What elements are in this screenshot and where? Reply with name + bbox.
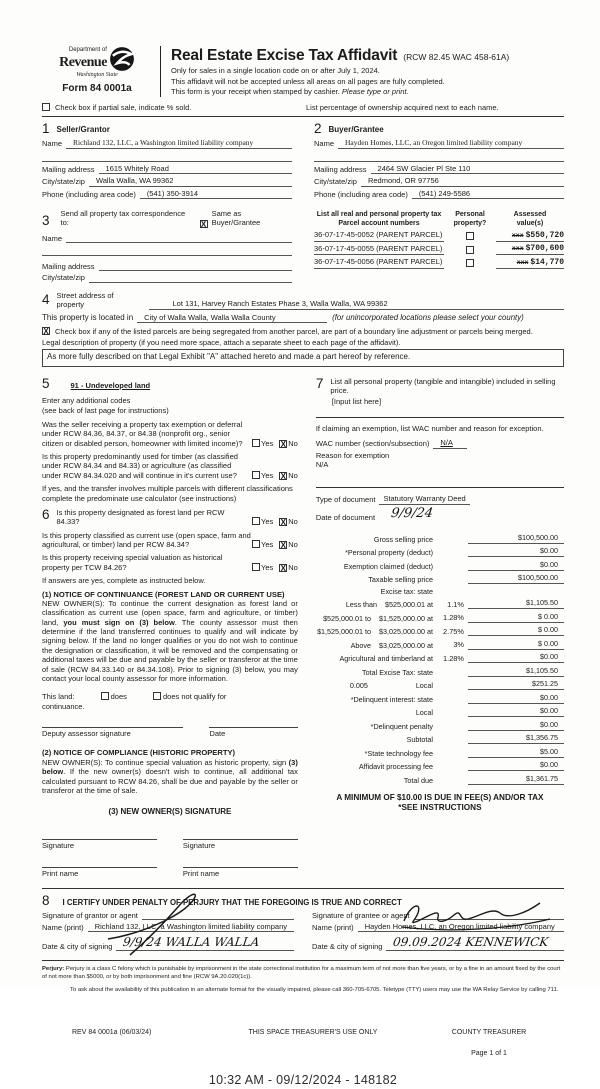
section7-number: 7 bbox=[315, 375, 324, 391]
question-forest-land: 6 Is this property designated as forest land per RCW 84.33? Yes X No bbox=[42, 506, 298, 528]
parcel-row bbox=[314, 230, 564, 241]
located-in-note: (for unincorporated locations please select your county) bbox=[332, 313, 524, 323]
left-column bbox=[42, 377, 298, 879]
parcel-number: 36-07-17-45-0055 (PARENT PARCEL) bbox=[314, 244, 444, 255]
personal-property-input[interactable]: [Input list here] bbox=[331, 397, 382, 407]
question-historic: Is this property receiving special valuation as historical property per TCW 84.26? Yes X No bbox=[42, 553, 298, 573]
treasurer-use-label: THIS SPACE TREASURER'S USE ONLY bbox=[248, 1029, 378, 1037]
taxable-selling-price: $100,500.00 bbox=[468, 573, 564, 584]
corr-name-field[interactable] bbox=[66, 234, 292, 243]
ownership-percent-note: List percentage of ownership acquired next to each name. bbox=[306, 102, 499, 112]
dept-of-label: Department of bbox=[68, 46, 107, 53]
exemption-yes-checkbox[interactable] bbox=[252, 439, 260, 447]
currentuse-yes-checkbox[interactable] bbox=[252, 540, 260, 548]
assessed-value: xxx $700,600 bbox=[496, 244, 564, 255]
additional-codes-label: Enter any additional codes bbox=[42, 396, 131, 406]
section7-intro: List all personal property (tangible and intangible) included in selling price. bbox=[330, 376, 556, 395]
right-column bbox=[316, 377, 564, 879]
question-timber-use: Is this property predominantly used for timber (as classified under RCW 84.34 and 84.33) or agriculture (as classified under RCW 84.34.020 and will continue in it's current use? Yes X No bbox=[42, 452, 298, 481]
buyer-name-label: Name bbox=[314, 139, 335, 149]
section5-number: 5 bbox=[42, 375, 50, 391]
header-note-2: This affidavit will not be accepted unless all areas on all pages are fully completed. bbox=[171, 76, 445, 86]
form-header bbox=[42, 46, 564, 97]
excise-state-header bbox=[468, 587, 564, 596]
header-divider bbox=[42, 116, 564, 117]
washington-state-label: Washington State bbox=[76, 72, 118, 78]
grantor-sig-label: Signature of grantor or agent bbox=[42, 910, 138, 920]
seller-name-label: Name bbox=[42, 139, 63, 149]
grantor-signature-block bbox=[42, 911, 294, 954]
treasurer-stamp: 10:32 AM - 09/12/2024 - 148182 bbox=[208, 1072, 398, 1087]
buyer-csz-label: City/state/zip bbox=[314, 177, 357, 187]
certify-statement: I CERTIFY UNDER PENALTY OF PERJURY THAT THE FOREGOING IS TRUE AND CORRECT bbox=[62, 897, 402, 907]
currentuse-no-checkbox[interactable]: X bbox=[280, 541, 286, 550]
buyer-mailing-label: Mailing address bbox=[314, 164, 367, 174]
timber-yes-checkbox[interactable] bbox=[252, 471, 260, 479]
page-indicator: Page 1 of 1 bbox=[471, 1050, 507, 1058]
notice-continuance-title: (1) NOTICE OF CONTINUANCE (FOREST LAND OR CURRENT USE) bbox=[42, 589, 285, 599]
tier3-tax: $ 0.00 bbox=[468, 625, 564, 636]
county-treasurer-block: COUNTY TREASURER Page 1 of 1 bbox=[414, 1029, 564, 1059]
affidavit-processing-fee: $0.00 bbox=[468, 760, 564, 771]
corr-extra-line[interactable] bbox=[42, 247, 292, 256]
segregated-label: Check box if any of the listed parcels are being segregated from another parcel, are part of a boundary line adjustment or parcels being merged. bbox=[55, 326, 533, 336]
buyer-mailing-field[interactable]: 2464 SW Glacier Pl Ste 110 bbox=[371, 164, 564, 174]
new-owner-signature-line-1[interactable]: Signature bbox=[42, 839, 157, 850]
grantee-name-field[interactable]: Hayden Homes, LLC, an Oregon limited liability company bbox=[358, 922, 564, 932]
question-current-use: Is this property classified as current use (open space, farm and agricultural, or timber) land per RCW 84.34? Yes X No bbox=[42, 530, 298, 550]
buyer-name-field[interactable]: Hayden Homes, LLC, an Oregon limited liability company bbox=[338, 138, 564, 148]
corr-mailing-label: Mailing address bbox=[42, 262, 95, 271]
section-correspondence bbox=[42, 209, 292, 285]
street-address-label: Street address of property bbox=[56, 290, 114, 310]
section8-header bbox=[42, 894, 564, 908]
legal-description-label: Legal description of property (if you need more space, attach a separate sheet to each page of the affidavit). bbox=[42, 338, 401, 348]
delinquent-interest-local: $0.00 bbox=[468, 706, 564, 717]
subtotal: $1,356.75 bbox=[468, 733, 564, 744]
seller-phone-label: Phone (including area code) bbox=[42, 189, 136, 199]
dor-logo-block bbox=[42, 46, 160, 97]
state-technology-fee: $5.00 bbox=[468, 747, 564, 758]
exemption-note: If claiming an exemption, list WAC number and reason for exception. bbox=[315, 423, 544, 433]
section7-divider-2 bbox=[316, 487, 564, 488]
seller-name-field[interactable]: Richland 132, LLC, a Washington limited liability company bbox=[66, 138, 292, 148]
grantor-name-label: Name (print) bbox=[42, 923, 84, 933]
header-note-3: This form is your receipt when stamped by cashier. Please type or print. bbox=[171, 87, 409, 97]
buyer-csz-field[interactable]: Redmond, OR 97756 bbox=[361, 176, 564, 186]
grantor-date-field[interactable]: 9/9/24 WALLA WALLA bbox=[116, 935, 294, 951]
does-not-checkbox[interactable] bbox=[153, 692, 161, 700]
partial-sale-label: Check box if partial sale, indicate % sold. bbox=[55, 102, 192, 112]
street-address-field[interactable]: Lot 131, Harvey Ranch Estates Phase 3, Walla Walla, WA 99362 bbox=[149, 299, 564, 309]
buyer-phone-label: Phone (including area code) bbox=[314, 189, 408, 199]
doc-type-label: Type of document bbox=[315, 495, 376, 505]
section8-top-divider bbox=[42, 888, 564, 889]
section1-number: 1 bbox=[42, 120, 50, 136]
section-seller bbox=[42, 122, 292, 201]
deputy-assessor-signature-line[interactable]: Deputy assessor signature bbox=[42, 727, 183, 738]
wac-number-label: WAC number (section/subsection) bbox=[315, 439, 430, 449]
grantor-name-field[interactable]: Richland 132, LLC, a Washington limited liability company bbox=[88, 922, 294, 932]
seller-name-extra-line[interactable] bbox=[42, 153, 292, 162]
this-land-label: This land: bbox=[42, 692, 75, 702]
continuance-label: continuance. bbox=[42, 701, 85, 711]
exemption-no-checkbox[interactable]: X bbox=[280, 439, 286, 449]
seller-mailing-field[interactable]: 1615 Whitely Road bbox=[99, 164, 292, 174]
land-qualify-row: This land: does does not qualify for bbox=[42, 692, 227, 702]
deputy-date-line[interactable]: Date bbox=[209, 727, 297, 738]
personal-property-checkbox[interactable] bbox=[466, 232, 474, 240]
same-as-buyer-label: Same as Buyer/Grantee bbox=[211, 208, 261, 228]
corr-csz-field[interactable] bbox=[89, 274, 292, 283]
legal-description-box[interactable]: As more fully described on that Legal Exhibit "A" attached hereto and made a part hereof by reference. bbox=[42, 349, 564, 367]
exemption-claimed-deduct: $0.00 bbox=[468, 560, 564, 571]
buyer-phone-field[interactable]: (541) 249-5586 bbox=[412, 189, 564, 199]
corr-name-label: Name bbox=[42, 233, 63, 243]
located-in-field[interactable]: City of Walla Walla, Walla Walla County bbox=[137, 313, 327, 323]
gross-selling-price: $100,500.00 bbox=[468, 533, 564, 544]
seller-mailing-label: Mailing address bbox=[42, 164, 95, 174]
grantee-date-field[interactable]: 09.09.2024 KENNEWICK bbox=[386, 935, 564, 951]
historic-yes-checkbox[interactable] bbox=[252, 563, 260, 571]
buyer-name-extra-line[interactable] bbox=[314, 153, 564, 162]
section1-title: Seller/Grantor bbox=[56, 125, 110, 135]
reason-exemption-field[interactable]: N/A bbox=[315, 459, 329, 469]
total-due: $1,361.75 bbox=[468, 774, 564, 785]
wac-number-field[interactable]: N/A bbox=[433, 438, 467, 448]
grantor-signature-field[interactable] bbox=[142, 911, 294, 920]
delinquent-interest-state: $0.00 bbox=[468, 693, 564, 704]
personal-property-checkbox[interactable] bbox=[466, 259, 474, 267]
doc-date-field[interactable]: 9/9/24 bbox=[390, 506, 435, 522]
additional-codes-note: (see back of last page for instructions) bbox=[42, 405, 169, 415]
notice-compliance-title: (2) NOTICE OF COMPLIANCE (HISTORIC PROPERTY) bbox=[42, 748, 236, 758]
rcw-reference: (RCW 82.45 WAC 458-61A) bbox=[403, 52, 510, 62]
tier1-tax: $1,105.50 bbox=[468, 598, 564, 609]
grantee-date-label: Date & city of signing bbox=[312, 942, 383, 952]
parcel-number: 36-07-17-45-0052 (PARENT PARCEL) bbox=[314, 230, 444, 241]
tier4-tax: $ 0.00 bbox=[468, 639, 564, 650]
type-or-print-note: Please type or print. bbox=[341, 87, 409, 97]
land-use-code[interactable]: 91 - Undeveloped land bbox=[70, 380, 151, 390]
form-number: Form 84 0001a bbox=[62, 82, 132, 94]
question-tax-exemption: Was the seller receiving a property tax exemption or deferral under RCW 84.36, 84.37, or 84.38 (nonprofit org., senior citizen or disabled person, homeowner with limited income)? Yes X No bbox=[42, 419, 298, 449]
parcel-table bbox=[314, 209, 564, 285]
alt-format-notice: To ask about the availability of this publication in an alternate format for the visually impaired, please call 360-705-6705. Teletype (TTY) users may use the WA Relay Service by calling 711. bbox=[70, 987, 559, 994]
excise-tax-table: Gross selling price $100,500.00 *Personal property (deduct) $0.00 Exemption claimed (deduct) $0.00 Taxable selling price $100,500.00 Excise tax: state Less than $525,000.01 at 1.1% $1,105.50 $525,000.01 to $1,525,000.00 at 1.28% $ 0.00 $1,525,000.01 to $3,025,000.00 at 2.75% $ 0.00 Above $3,025,000.00 at 3% $ 0.00 Agricultural and timberland at 1.28% $0.00 Total Excise Tax: state $1,105.50 0.005 Local $251.25 *Delinquent interest: state $0.00 Local $0.00 *Delinquent penalty $0.00 Subtotal $1,356.75 *State technology fee $5.00 Affidavit processing fee $0.00 Total due $1,361.75 bbox=[316, 533, 564, 785]
total-excise-state: $1,105.50 bbox=[468, 666, 564, 677]
perjury-notice: Perjury: Perjury is a class C felony which is punishable by imprisonment in the state correctional institution for a maximum term of not more than five years, or by a fine in an amount fixed by the court of not more than $5000, or by both imprisonment and fine (RCW 9A.20.020(1c)). bbox=[42, 966, 561, 981]
corr-csz-label: City/state/zip bbox=[42, 273, 85, 283]
section2-title: Buyer/Grantee bbox=[328, 125, 384, 135]
section8-number: 8 bbox=[42, 893, 50, 909]
minimum-fee-note: A MINIMUM OF $10.00 IS DUE IN FEE(S) AND/OR TAX *SEE INSTRUCTIONS bbox=[336, 792, 544, 812]
new-owner-printname-line-2[interactable]: Print name bbox=[183, 867, 298, 878]
doc-date-label: Date of document bbox=[315, 513, 376, 523]
personal-property-deduct: $0.00 bbox=[468, 546, 564, 557]
section3-intro: Send all property tax correspondence to: bbox=[60, 208, 186, 228]
parcel-col2-header: Personal property? bbox=[453, 210, 487, 227]
notice-compliance-body: NEW OWNER(S): To continue special valuation as historic property, sign (3) below. If the new owner(s) doesn't wish to continue, all additional tax calculated pursuant to RCW 84.26, shall be due and payable by the seller or transferor at the time of sale. bbox=[42, 757, 298, 796]
grantee-sig-label: Signature of grantee or agent bbox=[312, 910, 410, 920]
doc-type-field[interactable]: Statutory Warranty Deed bbox=[379, 494, 469, 504]
located-in-label: This property is located in bbox=[42, 312, 134, 322]
notice-continuance-body: NEW OWNER(S): To continue the current designation as forest land or classification as current use (open space, farm and agriculture, or timber) land, you must sign on (3) below. The county assessor must then determine if the land transferred continues to qualify and will indicate by signing below. If the land no longer qualifies or you do not wish to continue the designation or classification, it will be removed and the compensating or additional taxes will be due and payable by the seller or transferor at the time of sale (RCW 84.33.140 or 84.34.108). Prior to signing (3) below, you may contact your local county assessor for more information. bbox=[42, 598, 298, 683]
form-title: Real Estate Excise Tax Affidavit bbox=[171, 47, 398, 64]
does-checkbox[interactable] bbox=[101, 692, 109, 700]
revenue-swirl-icon bbox=[109, 46, 135, 72]
agricultural-tax: $0.00 bbox=[468, 652, 564, 663]
section6-number: 6 bbox=[42, 506, 50, 522]
new-owner-printname-line-1[interactable]: Print name bbox=[42, 867, 157, 878]
same-as-buyer-checkbox[interactable]: X bbox=[200, 219, 207, 229]
parcel-col1-header: List all real and personal property tax Parcel account numbers bbox=[316, 210, 442, 227]
if-yes-note: If answers are yes, complete as instructed below. bbox=[42, 576, 206, 586]
assessed-value: xxx $14,770 bbox=[496, 258, 564, 269]
section2-number: 2 bbox=[314, 120, 322, 136]
segregated-checkbox[interactable]: X bbox=[43, 326, 49, 336]
timber-no-checkbox[interactable]: X bbox=[280, 471, 286, 481]
section-buyer bbox=[314, 122, 564, 201]
grantee-signature-block bbox=[312, 911, 564, 954]
assessed-value: xxx $550,720 bbox=[496, 231, 564, 242]
seller-phone-field[interactable]: (541) 350-3914 bbox=[140, 189, 292, 199]
forest-yes-checkbox[interactable] bbox=[252, 517, 260, 525]
grantor-date-label: Date & city of signing bbox=[42, 942, 113, 952]
partial-sale-checkbox[interactable] bbox=[42, 103, 50, 111]
perjury-divider bbox=[42, 960, 564, 961]
section7-divider-1 bbox=[316, 417, 564, 418]
grantee-signature-field[interactable] bbox=[414, 911, 564, 920]
new-owner-signature-line-2[interactable]: Signature bbox=[183, 839, 298, 850]
new-owners-signature-title: (3) NEW OWNER(S) SIGNATURE bbox=[108, 807, 232, 817]
local-tax: $251.25 bbox=[468, 679, 564, 690]
header-note-1: Only for sales in a single location code on or after July 1, 2024. bbox=[171, 66, 380, 76]
section-street-address bbox=[42, 291, 564, 310]
parcel-row bbox=[314, 257, 564, 268]
section4-number: 4 bbox=[42, 292, 50, 308]
parcel-row bbox=[314, 244, 564, 255]
section3-number: 3 bbox=[42, 213, 50, 229]
reason-exemption-label: Reason for exemption bbox=[315, 450, 390, 460]
seller-csz-field[interactable]: Walla Walla, WA 99362 bbox=[89, 176, 292, 186]
grantee-name-label: Name (print) bbox=[312, 923, 354, 933]
historic-no-checkbox[interactable]: X bbox=[280, 563, 286, 573]
forest-no-checkbox[interactable]: X bbox=[280, 518, 286, 528]
seller-csz-label: City/state/zip bbox=[42, 177, 85, 187]
parcel-col3-header: Assessed value(s) bbox=[513, 210, 547, 227]
revenue-wordmark: Revenue bbox=[59, 55, 107, 70]
delinquent-penalty: $0.00 bbox=[468, 720, 564, 731]
corr-mailing-field[interactable] bbox=[99, 262, 292, 271]
rev-number: REV 84 0001a (06/03/24) bbox=[72, 1029, 152, 1037]
form-footer bbox=[42, 1029, 564, 1059]
personal-property-checkbox[interactable] bbox=[466, 246, 474, 254]
parcel-number: 36-07-17-45-0056 (PARENT PARCEL) bbox=[314, 257, 444, 268]
tier2-tax: $ 0.00 bbox=[468, 612, 564, 623]
predominate-use-note: If yes, and the transfer involves multiple parcels with different classifications complete the predominate use calculator (see instructions) bbox=[42, 484, 293, 503]
